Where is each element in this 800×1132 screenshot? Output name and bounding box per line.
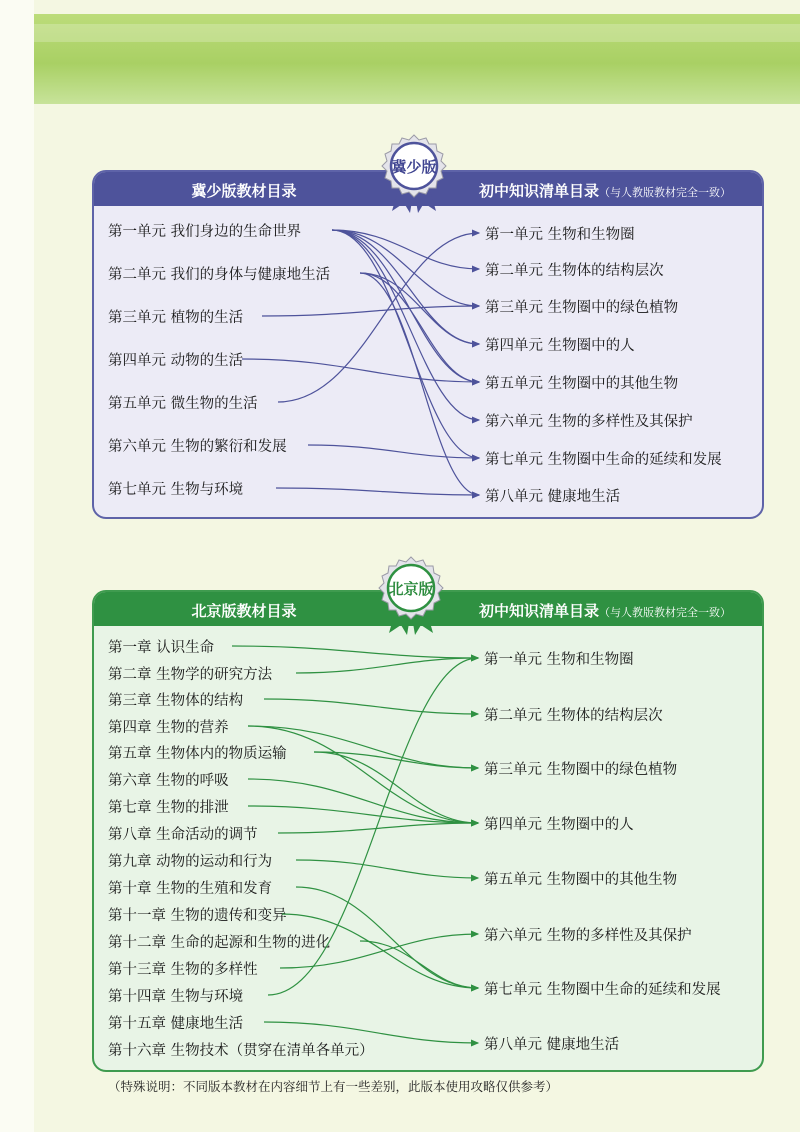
- jishao-right-item-7: 第七单元 生物圈中生命的延续和发展: [485, 452, 722, 468]
- jishao-left-item-5: 第五单元 微生物的生活: [108, 396, 258, 412]
- beijing-right-header: [479, 600, 731, 621]
- jishao-right-header-title: 初中知识清单目录: [479, 182, 600, 200]
- beijing-left-item-7: 第七章 生物的排泄: [108, 800, 229, 816]
- beijing-left-item-3: 第三章 生物体的结构: [108, 693, 244, 709]
- beijing-left-item-6: 第六章 生物的呼吸: [108, 773, 229, 789]
- beijing-left-item-8: 第八章 生命活动的调节: [108, 827, 258, 843]
- beijing-left-item-5: 第五章 生物体内的物质运输: [108, 746, 287, 762]
- beijing-right-header-note: （与人教版教材完全一致）: [599, 606, 732, 619]
- beijing-left-item-14: 第十四章 生物与环境: [108, 989, 244, 1005]
- beijing-right-item-7: 第七单元 生物圈中生命的延续和发展: [484, 982, 721, 998]
- jishao-right-item-3: 第三单元 生物圈中的绿色植物: [485, 300, 679, 316]
- jishao-badge-label: 冀少版: [391, 158, 437, 176]
- beijing-left-header: 北京版教材目录: [191, 602, 297, 620]
- beijing-left-item-13: 第十三章 生物的多样性: [108, 962, 258, 978]
- beijing-badge-icon: [371, 555, 451, 635]
- jishao-left-item-6: 第六单元 生物的繁衍和发展: [108, 439, 287, 455]
- beijing-badge-label: 北京版: [388, 580, 434, 598]
- beijing-right-item-2: 第二单元 生物体的结构层次: [484, 708, 663, 724]
- jishao-right-item-8: 第八单元 健康地生活: [485, 489, 621, 505]
- beijing-left-item-4: 第四章 生物的营养: [108, 720, 229, 736]
- footnote: （特殊说明：不同版本教材在内容细节上有一些差别，此版本使用攻略仅供参考）: [108, 1079, 559, 1094]
- beijing-right-item-4: 第四单元 生物圈中的人: [484, 817, 634, 833]
- jishao-left-item-3: 第三单元 植物的生活: [108, 310, 244, 326]
- beijing-left-item-2: 第二章 生物学的研究方法: [108, 667, 273, 683]
- jishao-right-header-note: （与人教版教材完全一致）: [599, 186, 732, 199]
- jishao-left-item-7: 第七单元 生物与环境: [108, 482, 244, 498]
- beijing-left-item-15: 第十五章 健康地生活: [108, 1016, 244, 1032]
- beijing-left-item-10: 第十章 生物的生殖和发育: [108, 881, 273, 897]
- jishao-right-item-1: 第一单元 生物和生物圈: [485, 227, 635, 243]
- jishao-left-header: 冀少版教材目录: [191, 182, 297, 200]
- jishao-right-item-4: 第四单元 生物圈中的人: [485, 338, 635, 354]
- jishao-right-item-5: 第五单元 生物圈中的其他生物: [485, 376, 679, 392]
- jishao-left-item-1: 第一单元 我们身边的生命世界: [108, 224, 302, 240]
- jishao-left-item-2: 第二单元 我们的身体与健康地生活: [108, 267, 331, 283]
- jishao-right-item-2: 第二单元 生物体的结构层次: [485, 263, 664, 279]
- beijing-left-item-16: 第十六章 生物技术（贯穿在清单各单元）: [108, 1043, 374, 1059]
- beijing-left-item-1: 第一章 认识生命: [108, 640, 215, 656]
- beijing-left-item-12: 第十二章 生命的起源和生物的进化: [108, 935, 331, 951]
- jishao-right-item-6: 第六单元 生物的多样性及其保护: [485, 414, 693, 430]
- beijing-right-item-1: 第一单元 生物和生物圈: [484, 652, 634, 668]
- beijing-right-header-title: 初中知识清单目录: [479, 602, 600, 620]
- beijing-right-item-3: 第三单元 生物圈中的绿色植物: [484, 762, 678, 778]
- page-margin: [0, 0, 34, 1132]
- top-banner: [34, 14, 800, 104]
- beijing-right-item-6: 第六单元 生物的多样性及其保护: [484, 928, 692, 944]
- jishao-badge-icon: [374, 133, 454, 213]
- beijing-left-item-11: 第十一章 生物的遗传和变异: [108, 908, 287, 924]
- jishao-right-header: [479, 180, 731, 201]
- jishao-left-item-4: 第四单元 动物的生活: [108, 353, 244, 369]
- beijing-left-item-9: 第九章 动物的运动和行为: [108, 854, 273, 870]
- beijing-right-item-8: 第八单元 健康地生活: [484, 1037, 620, 1053]
- beijing-right-item-5: 第五单元 生物圈中的其他生物: [484, 872, 678, 888]
